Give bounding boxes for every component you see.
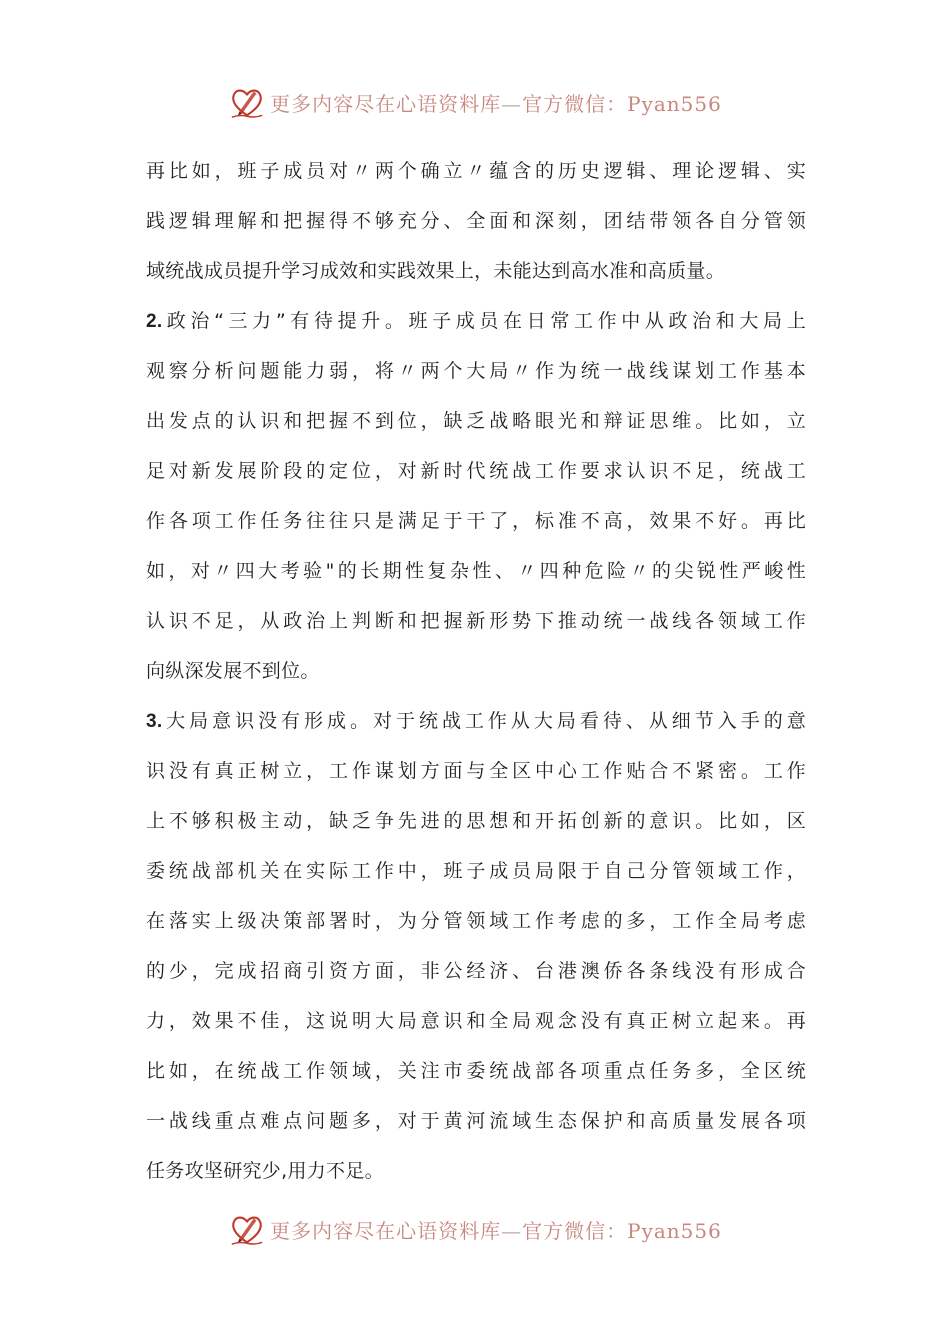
text-line bbox=[146, 596, 806, 646]
text-line bbox=[146, 246, 806, 296]
text-line bbox=[146, 396, 806, 446]
text-line bbox=[146, 896, 806, 946]
text-line bbox=[146, 296, 806, 346]
line-text: 在落实上级决策部署时，为分管领域工作考虑的多，工作全局考虑 bbox=[146, 910, 806, 932]
text-line bbox=[146, 996, 806, 1046]
line-text: 出发点的认识和把握不到位，缺乏战略眼光和辩证思维。比如，立 bbox=[146, 410, 806, 432]
line-text: 上不够积极主动，缺乏争先进的思想和开拓创新的意识。比如，区 bbox=[146, 810, 806, 832]
header-watermark bbox=[0, 80, 950, 124]
line-text: 任务攻坚研究少,用力不足。 bbox=[146, 1160, 384, 1182]
line-text: 观察分析问题能力弱，将〃两个大局〃作为统一战线谋划工作基本 bbox=[146, 360, 806, 382]
text-line bbox=[146, 796, 806, 846]
wechat-id: Pyan556 bbox=[627, 1218, 722, 1243]
text-line bbox=[146, 496, 806, 546]
line-text: 认识不足，从政治上判断和把握新形势下推动统一战线各领域工作 bbox=[146, 610, 806, 632]
line-text: 践逻辑理解和把握得不够充分、全面和深刻，团结带领各自分管领 bbox=[146, 210, 806, 232]
text-line bbox=[146, 1096, 806, 1146]
text-line bbox=[146, 696, 806, 746]
text-line bbox=[146, 1046, 806, 1096]
line-text: 委统战部机关在实际工作中，班子成员局限于自己分管领域工作， bbox=[146, 860, 806, 882]
watermark-text: 更多内容尽在心语资料库—官方微信：Pyan556 bbox=[270, 1218, 722, 1243]
line-text: 识没有真正树立，工作谋划方面与全区中心工作贴合不紧密。工作 bbox=[146, 760, 806, 782]
line-text: 再比如，班子成员对〃两个确立〃蕴含的历史逻辑、理论逻辑、实 bbox=[146, 160, 806, 182]
text-line bbox=[146, 946, 806, 996]
line-text: 比如，在统战工作领域，关注市委统战部各项重点任务多，全区统 bbox=[146, 1060, 806, 1082]
text-line bbox=[146, 346, 806, 396]
pen-heart-logo-icon bbox=[228, 83, 266, 121]
text-line bbox=[146, 746, 806, 796]
line-text: 向纵深发展不到位。 bbox=[146, 660, 320, 682]
item-number: 2. bbox=[146, 311, 163, 332]
item-number: 3. bbox=[146, 711, 163, 732]
watermark-text: 更多内容尽在心语资料库—官方微信：Pyan556 bbox=[270, 91, 722, 116]
line-text: 的少，完成招商引资方面，非公经济、台港澳侨各条线没有形成合 bbox=[146, 960, 806, 982]
footer-watermark bbox=[0, 1207, 950, 1251]
line-text: 如，对〃四大考验"的长期性复杂性、〃四种危险〃的尖锐性严峻性 bbox=[146, 560, 806, 582]
text-line bbox=[146, 546, 806, 596]
line-text: 力，效果不佳，这说明大局意识和全局观念没有真正树立起来。再 bbox=[146, 1010, 806, 1032]
text-line bbox=[146, 1146, 806, 1196]
line-text: 一战线重点难点问题多，对于黄河流域生态保护和高质量发展各项 bbox=[146, 1110, 806, 1132]
text-line bbox=[146, 146, 806, 196]
text-line bbox=[146, 646, 806, 696]
line-text: 大局意识没有形成。对于统战工作从大局看待、从细节入手的意 bbox=[162, 710, 806, 732]
pen-heart-logo-icon bbox=[228, 1210, 266, 1248]
line-text: 足对新发展阶段的定位，对新时代统战工作要求认识不足，统战工 bbox=[146, 460, 806, 482]
text-line bbox=[146, 196, 806, 246]
wechat-id: Pyan556 bbox=[627, 91, 722, 116]
text-line bbox=[146, 846, 806, 896]
document-body bbox=[146, 146, 806, 1196]
line-text: 域统战成员提升学习成效和实践效果上，未能达到高水准和高质量。 bbox=[146, 260, 726, 282]
text-line bbox=[146, 446, 806, 496]
line-text: 作各项工作任务往往只是满足于干了，标准不高，效果不好。再比 bbox=[146, 510, 806, 532]
line-text: 政治“三力”有待提升。班子成员在日常工作中从政治和大局上 bbox=[162, 310, 806, 332]
